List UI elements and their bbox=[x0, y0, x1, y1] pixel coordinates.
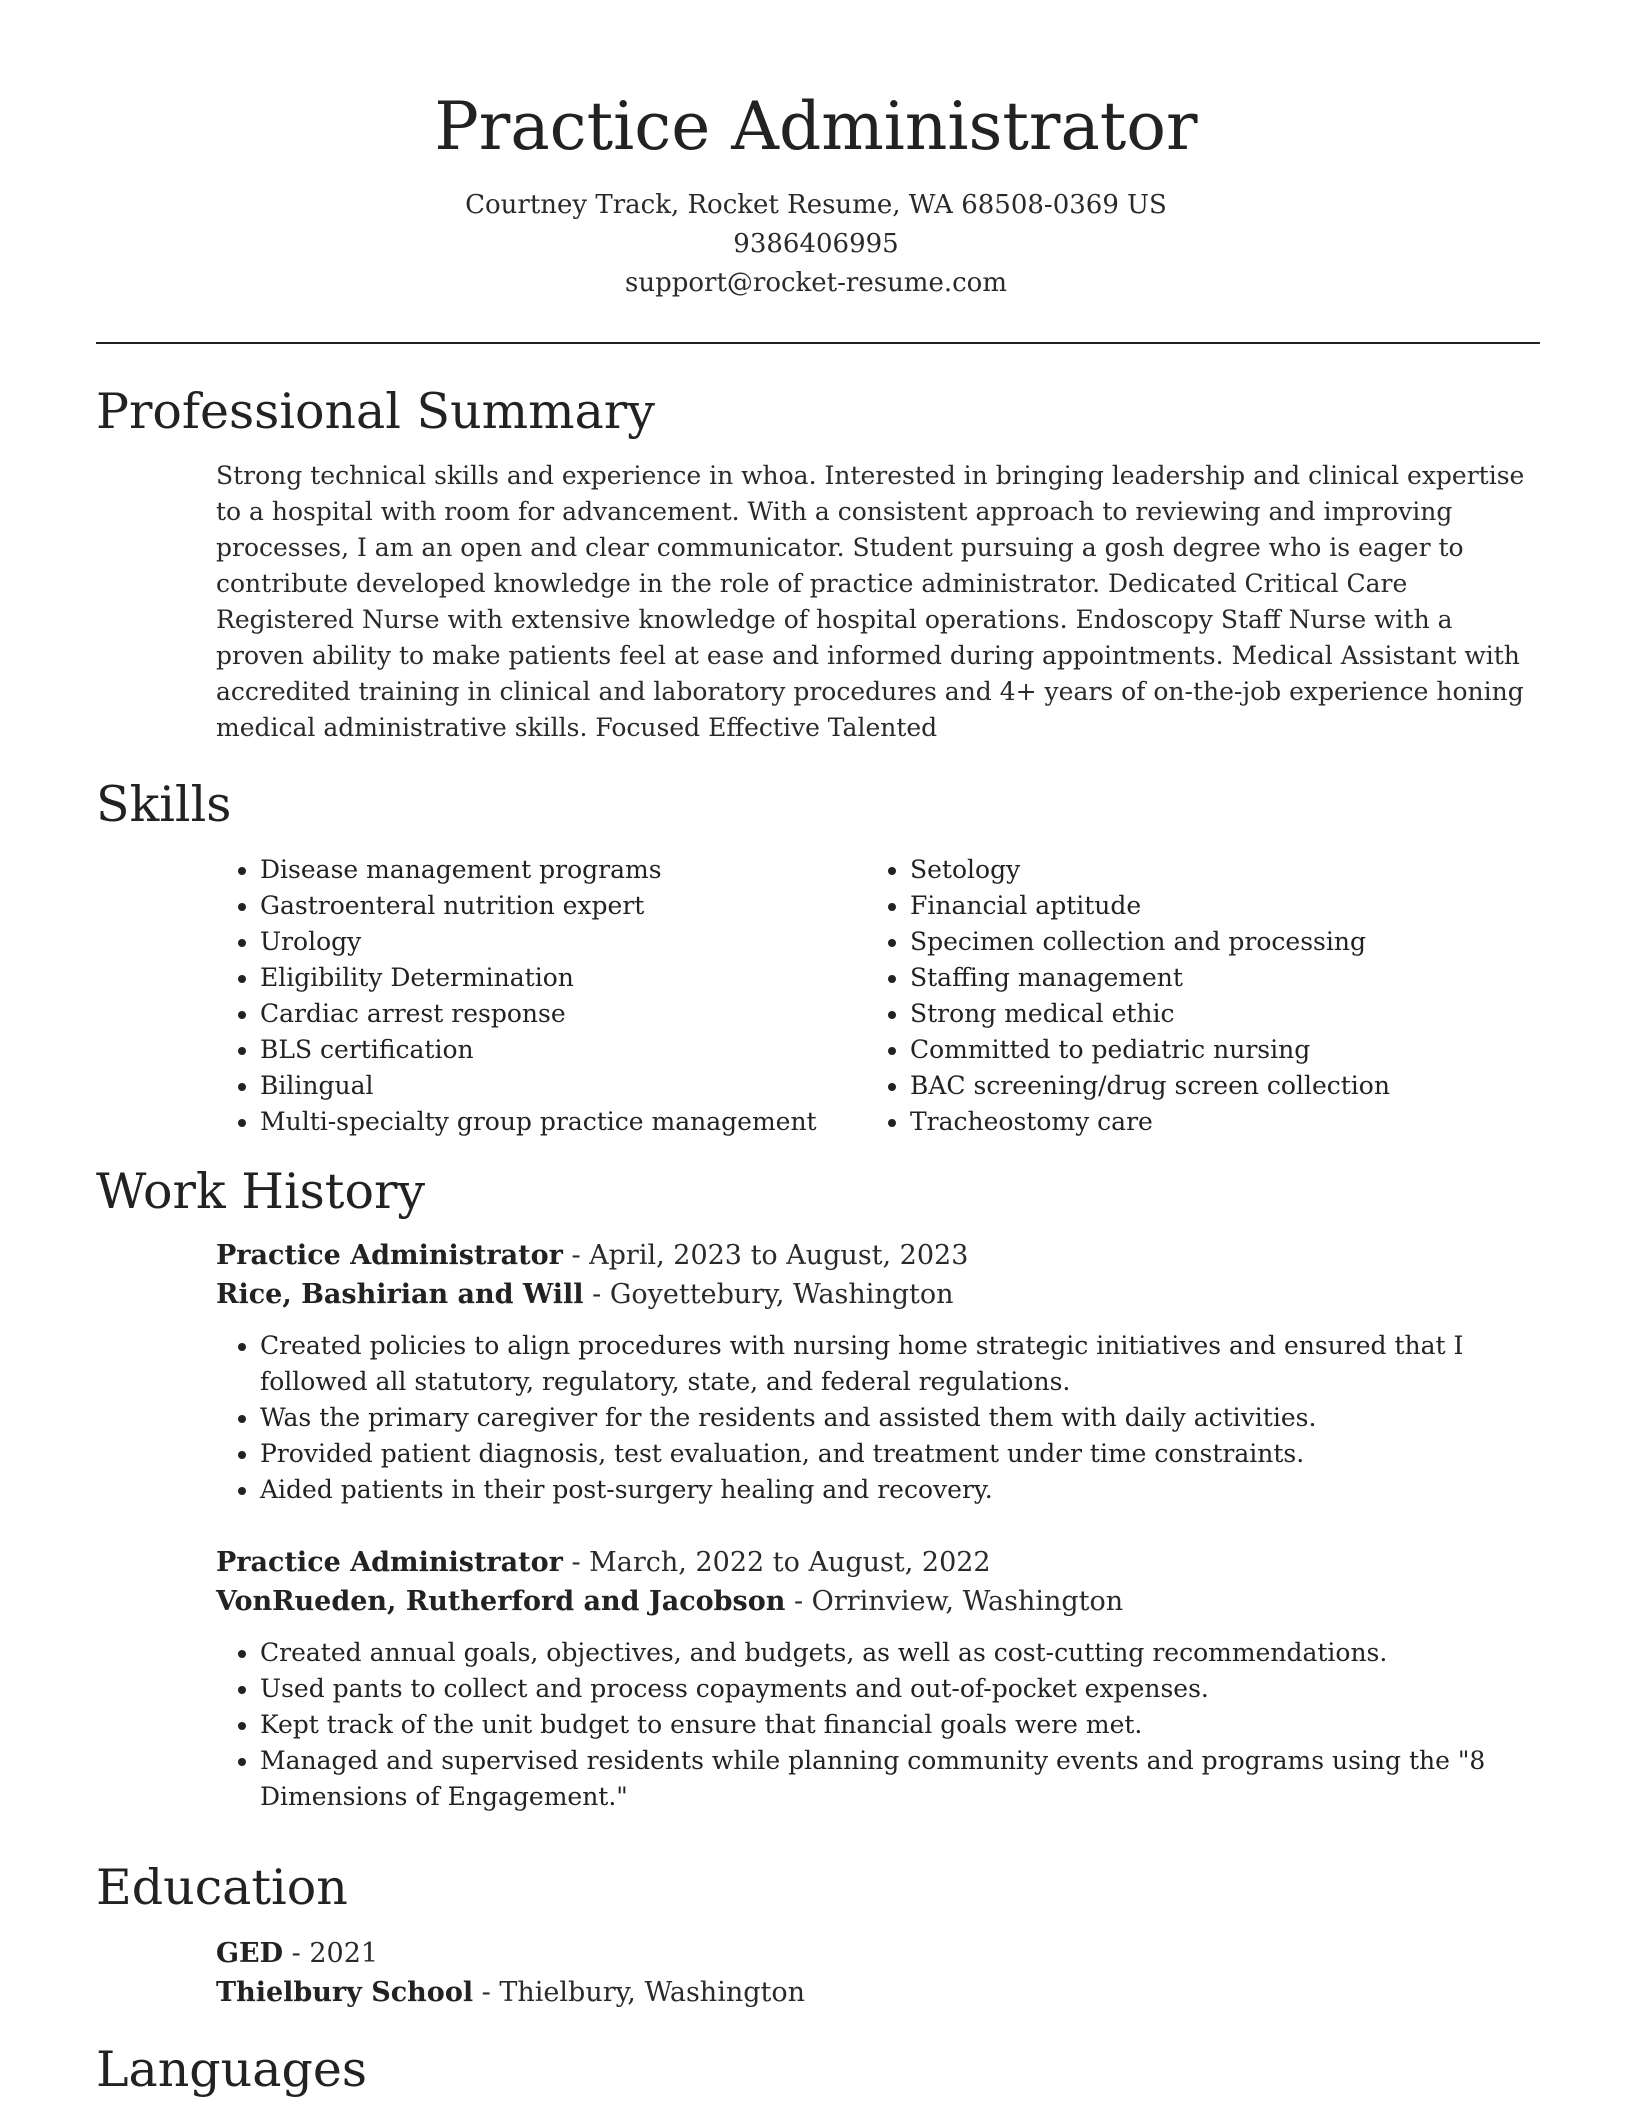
job-bullet: • Provided patient diagnosis, test evaluation, and treatment under time constraints. bbox=[260, 1436, 1536, 1472]
job-company: Rice, Bashirian and Will bbox=[216, 1279, 584, 1310]
job-company-line bbox=[216, 1275, 1536, 1314]
skill-item: • Urology bbox=[260, 924, 866, 960]
job-bullet: • Created annual goals, objectives, and budgets, as well as cost-cutting recommendations. bbox=[260, 1635, 1536, 1671]
skills-list bbox=[216, 852, 1536, 1140]
skill-item: • Strong medical ethic bbox=[910, 996, 1516, 1032]
job-bullets bbox=[216, 1328, 1536, 1508]
job-bullet: • Created policies to align procedures with nursing home strategic initiatives and ensured that I followed all statutory, regulatory, state, and federal regulations. bbox=[260, 1328, 1536, 1400]
skill-item: • Eligibility Determination bbox=[260, 960, 866, 996]
job-dates: - April, 2023 to August, 2023 bbox=[562, 1240, 969, 1271]
job-entry bbox=[216, 1236, 1536, 1508]
skill-item: • Disease management programs bbox=[260, 852, 866, 888]
header-divider bbox=[96, 342, 1540, 344]
education-school: Thielbury School bbox=[216, 1977, 474, 2008]
job-location: - Orrinview, Washington bbox=[785, 1586, 1124, 1617]
education-degree-line bbox=[216, 1934, 805, 1973]
contact-email: support@rocket-resume.com bbox=[624, 268, 1007, 298]
job-company: VonRueden, Rutherford and Jacobson bbox=[216, 1586, 786, 1617]
job-title-line bbox=[216, 1543, 1536, 1582]
job-company-line bbox=[216, 1582, 1536, 1621]
job-bullets bbox=[216, 1635, 1536, 1815]
summary-text: Strong technical skills and experience in whoa. Interested in bringing leadership and clinical expertise to a hospital with room for advancement. With a consistent approach to reviewing and improving processes, I am an open and clear communicator. Student pursuing a gosh degree who is eager to contribute developed knowledge in the role of practice administrator. Dedicated Critical Care Registered Nurse with extensive knowledge of hospital operations. Endoscopy Staff Nurse with a proven ability to make patients feel at ease and informed during appointments. Medical Assistant with accredited training in clinical and laboratory procedures and 4+ years of on-the-job experience honing medical administrative skills. Focused Effective Talented bbox=[216, 461, 1525, 742]
job-bullet: • Used pants to collect and process copayments and out-of-pocket expenses. bbox=[260, 1671, 1536, 1707]
contact-phone: 9386406995 bbox=[733, 229, 899, 259]
summary-heading: Professional Summary bbox=[96, 383, 655, 440]
skills-column-right bbox=[866, 852, 1516, 1140]
job-title-line bbox=[216, 1236, 1536, 1275]
skill-item: • Setology bbox=[910, 852, 1516, 888]
skill-item: • BAC screening/drug screen collection bbox=[910, 1068, 1516, 1104]
skill-item: • Tracheostomy care bbox=[910, 1104, 1516, 1140]
work-history-heading: Work History bbox=[96, 1163, 426, 1220]
education-year: - 2021 bbox=[283, 1938, 379, 1969]
resume-header bbox=[0, 0, 1632, 303]
candidate-name: Practice Administrator bbox=[434, 88, 1198, 165]
languages-heading: Languages bbox=[96, 2041, 367, 2098]
job-bullet: • Aided patients in their post-surgery healing and recovery. bbox=[260, 1472, 1536, 1508]
job-entry bbox=[216, 1543, 1536, 1815]
job-location: - Goyettebury, Washington bbox=[583, 1279, 954, 1310]
skills-column-left bbox=[216, 852, 866, 1140]
contact-address: Courtney Track, Rocket Resume, WA 68508-0369 US bbox=[465, 190, 1167, 220]
skill-item: • Bilingual bbox=[260, 1068, 866, 1104]
skill-item: • Specimen collection and processing bbox=[910, 924, 1516, 960]
job-bullet: • Managed and supervised residents while planning community events and programs using the "8 Dimensions of Engagement." bbox=[260, 1743, 1536, 1815]
skill-item: • Committed to pediatric nursing bbox=[910, 1032, 1516, 1068]
skill-item: • Financial aptitude bbox=[910, 888, 1516, 924]
education-entry bbox=[216, 1934, 805, 2012]
education-school-line bbox=[216, 1973, 805, 2012]
job-title: Practice Administrator bbox=[216, 1240, 563, 1271]
job-bullet: • Kept track of the unit budget to ensure that financial goals were met. bbox=[260, 1707, 1536, 1743]
education-degree: GED bbox=[216, 1938, 284, 1969]
skill-item: • BLS certification bbox=[260, 1032, 866, 1068]
skills-heading: Skills bbox=[96, 776, 232, 833]
contact-block bbox=[0, 186, 1632, 303]
education-location: - Thielbury, Washington bbox=[473, 1977, 805, 2008]
job-bullet: • Was the primary caregiver for the residents and assisted them with daily activities. bbox=[260, 1400, 1536, 1436]
skill-item: • Multi-specialty group practice management bbox=[260, 1104, 866, 1140]
skill-item: • Staffing management bbox=[910, 960, 1516, 996]
skill-item: • Gastroenteral nutrition expert bbox=[260, 888, 866, 924]
job-title: Practice Administrator bbox=[216, 1547, 563, 1578]
job-dates: - March, 2022 to August, 2022 bbox=[562, 1547, 991, 1578]
skill-item: • Cardiac arrest response bbox=[260, 996, 866, 1032]
education-heading: Education bbox=[96, 1859, 348, 1916]
